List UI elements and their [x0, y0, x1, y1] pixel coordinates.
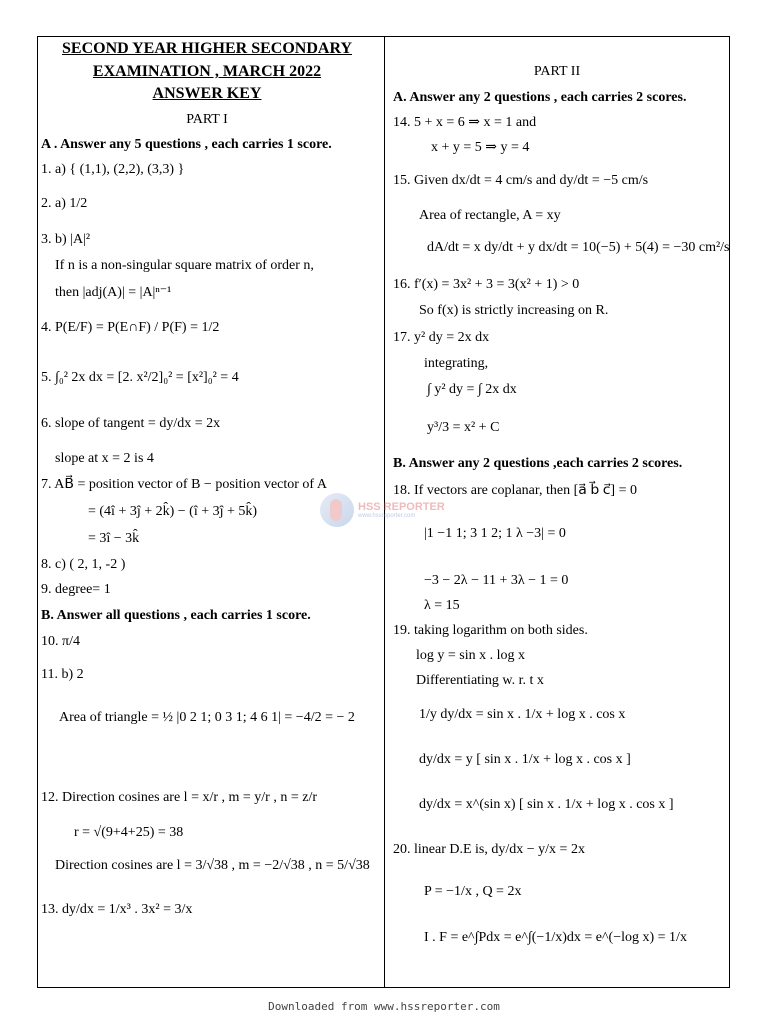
answer-q20-if: I . F = e^∫Pdx = e^∫(−1/x)dx = e^(−log x) = 1/x — [424, 930, 687, 945]
answer-q15-area: Area of rectangle, A = xy — [419, 208, 561, 223]
answer-q19: 19. taking logarithm on both sides. — [393, 623, 588, 638]
answer-q19-b: Differentiating w. r. t x — [416, 673, 544, 688]
answer-q18: 18. If vectors are coplanar, then [a⃗ b⃗ c⃗] = 0 — [393, 483, 637, 498]
answer-q4: 4. P(E/F) = P(E∩F) / P(F) = 1/2 — [41, 320, 220, 335]
title-line-2: EXAMINATION , MARCH 2022 — [92, 63, 322, 80]
watermark-logo-icon — [320, 493, 354, 527]
answer-q17-eq: ∫ y² dy = ∫ 2x dx — [427, 382, 517, 397]
answer-q6-note: slope at x = 2 is 4 — [55, 451, 154, 466]
watermark-text — [358, 502, 445, 519]
answer-q11-area: Area of triangle = ½ |0 2 1; 0 3 1; 4 6 1| = −4/2 = − 2 — [59, 710, 355, 725]
right-section-a: A. Answer any 2 questions , each carries 2 scores. — [393, 90, 687, 105]
watermark — [320, 493, 445, 527]
answer-q17: 17. y² dy = 2x dx — [393, 330, 490, 345]
answer-q5: 5. ∫₀² 2x dx = [2. x²/2]₀² = [x²]₀² = 4 — [41, 370, 239, 385]
answer-q14-b: x + y = 5 ⇒ y = 4 — [431, 140, 530, 155]
left-part-heading: PART I — [186, 112, 228, 127]
answer-q20: 20. linear D.E is, dy/dx − y/x = 2x — [393, 842, 585, 857]
answer-q3-note1: If n is a non-singular square matrix of order n, — [55, 258, 314, 273]
answer-q3-note2: then |adj(A)| = |A|ⁿ⁻¹ — [55, 285, 172, 300]
answer-q19-e: dy/dx = x^(sin x) [ sin x . 1/x + log x . cos x ] — [419, 797, 674, 812]
answer-q12-r: r = √(9+4+25) = 38 — [74, 825, 184, 840]
answer-q10: 10. π/4 — [41, 634, 80, 649]
answer-q16-note: So f(x) is strictly increasing on R. — [419, 303, 609, 318]
right-section-b: B. Answer any 2 questions ,each carries 2 scores. — [393, 456, 683, 471]
answer-q2: 2. a) 1/2 — [41, 196, 88, 211]
answer-q19-a: log y = sin x . log x — [416, 648, 526, 663]
answer-q9: 9. degree= 1 — [41, 582, 111, 597]
answer-q18-result: λ = 15 — [424, 598, 460, 613]
answer-q17-integrating: integrating, — [424, 356, 489, 371]
answer-q12: 12. Direction cosines are l = x/r , m = y/r , n = z/r — [41, 790, 318, 805]
answer-q15-calc: dA/dt = x dy/dt + y dx/dt = 10(−5) + 5(4) = −30 cm²/s — [427, 240, 730, 255]
answer-q6: 6. slope of tangent = dy/dx = 2x — [41, 416, 221, 431]
answer-q15: 15. Given dx/dt = 4 cm/s and dy/dt = −5 cm/s — [393, 173, 649, 188]
answer-q11: 11. b) 2 — [41, 667, 84, 682]
answer-q18-det: |1 −1 1; 3 1 2; 1 λ −3| = 0 — [424, 526, 566, 541]
watermark-brand: HSS REPORTER — [358, 500, 445, 513]
answer-q3: 3. b) |A|² — [41, 232, 91, 247]
answer-q12-dc: Direction cosines are l = 3/√38 , m = −2/√38 , n = 5/√38 — [55, 858, 370, 873]
answer-q20-pq: P = −1/x , Q = 2x — [424, 884, 522, 899]
answer-q7: 7. AB⃗ = position vector of B − position vector of A — [41, 477, 327, 492]
watermark-site: www.hssreporter.com — [358, 512, 416, 519]
title-line-3: ANSWER KEY — [152, 85, 262, 102]
answer-q7-step2: = 3î − 3k̂ — [88, 531, 140, 546]
download-footer: Downloaded from www.hssreporter.com — [268, 1000, 500, 1013]
left-section-b: B. Answer all questions , each carries 1 score. — [41, 608, 311, 623]
answer-q19-c: 1/y dy/dx = sin x . 1/x + log x . cos x — [419, 707, 626, 722]
left-section-a: A . Answer any 5 questions , each carries 1 score. — [41, 137, 332, 152]
answer-q16: 16. f′(x) = 3x² + 3 = 3(x² + 1) > 0 — [393, 277, 580, 292]
answer-q8: 8. c) ( 2, 1, -2 ) — [41, 557, 126, 572]
answer-q18-eq: −3 − 2λ − 11 + 3λ − 1 = 0 — [424, 573, 569, 588]
answer-q14: 14. 5 + x = 6 ⇒ x = 1 and — [393, 115, 537, 130]
answer-q1: 1. a) { (1,1), (2,2), (3,3) } — [41, 162, 185, 177]
title-line-1: SECOND YEAR HIGHER SECONDARY — [62, 40, 352, 57]
right-part-heading: PART II — [533, 64, 581, 79]
answer-q7-step1: = (4î + 3ĵ + 2k̂) − (î + 3ĵ + 5k̂) — [88, 504, 258, 519]
answer-q13: 13. dy/dx = 1/x³ . 3x² = 3/x — [41, 902, 193, 917]
answer-q17-result: y³/3 = x² + C — [427, 420, 500, 435]
answer-q19-d: dy/dx = y [ sin x . 1/x + log x . cos x ] — [419, 752, 631, 767]
